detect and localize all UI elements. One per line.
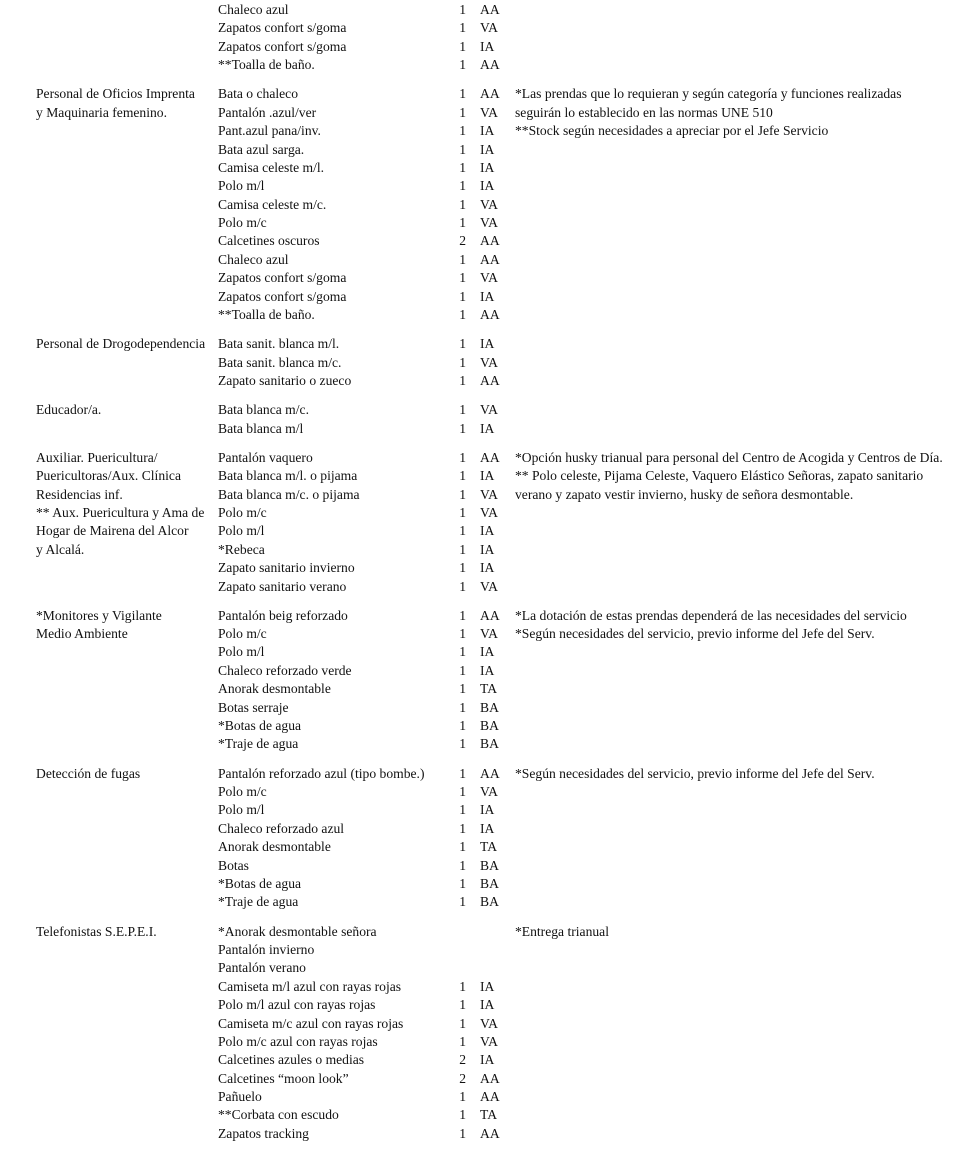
garment-item: Polo m/l (218, 523, 265, 539)
quantity-value: 1 (459, 57, 466, 73)
quantity-value: 1 (459, 1015, 466, 1031)
table-row (0, 251, 977, 269)
category-label: y Maquinaria femenino. (36, 104, 167, 120)
garment-item: Pantalón vaquero (218, 449, 313, 465)
table-row (0, 288, 977, 306)
quantity-value: 1 (459, 104, 466, 120)
quantity-value: 1 (459, 1033, 466, 1049)
table-row (0, 625, 977, 643)
garment-item: Botas (218, 857, 249, 873)
garment-item: Bata blanca m/l. o pijama (218, 468, 358, 484)
table-row (0, 959, 977, 977)
garment-item: Bata blanca m/c. o pijama (218, 486, 360, 502)
table-row (0, 522, 977, 540)
quantity-value: 1 (459, 402, 466, 418)
period-code: IA (480, 288, 495, 304)
quantity-value: 1 (459, 839, 466, 855)
table-row (0, 643, 977, 661)
garment-item: Calcetines “moon look” (218, 1070, 349, 1086)
category-label: Telefonistas S.E.P.E.I. (36, 923, 157, 939)
garment-item: Camisa celeste m/c. (218, 196, 327, 212)
garment-item: Polo m/l (218, 644, 265, 660)
quantity-value: 1 (459, 736, 466, 752)
table-row (0, 232, 977, 250)
quantity-value: 1 (459, 336, 466, 352)
category-label: *Monitores y Vigilante (36, 607, 162, 623)
quantity-value: 1 (459, 288, 466, 304)
quantity-value: 1 (459, 662, 466, 678)
period-code: VA (480, 486, 498, 502)
table-row (0, 467, 977, 485)
uniform-allocation-document (0, 1, 977, 1143)
garment-item: Polo m/l (218, 802, 265, 818)
garment-item: Pañuelo (218, 1089, 262, 1105)
table-row (0, 607, 977, 625)
garment-item: Bata sanit. blanca m/l. (218, 336, 340, 352)
period-code: IA (480, 560, 495, 576)
period-code: IA (480, 820, 495, 836)
quantity-value: 1 (459, 857, 466, 873)
quantity-value: 1 (459, 2, 466, 17)
period-code: IA (480, 541, 495, 557)
garment-item: Polo m/c (218, 626, 267, 642)
garment-item: Pantalón verano (218, 960, 306, 976)
quantity-value: 1 (459, 578, 466, 594)
period-code: IA (480, 644, 495, 660)
quantity-value: 1 (459, 644, 466, 660)
quantity-value: 1 (459, 894, 466, 910)
quantity-value: 1 (459, 38, 466, 54)
section-gap (0, 754, 977, 765)
period-code: AA (480, 57, 500, 73)
quantity-value: 1 (459, 251, 466, 267)
table-row (0, 717, 977, 735)
period-code: AA (480, 373, 500, 389)
table-row (0, 875, 977, 893)
period-code: IA (480, 336, 495, 352)
garment-item: Polo m/l azul con rayas rojas (218, 997, 376, 1013)
category-section (0, 1, 977, 75)
garment-item: Pantalón beig reforzado (218, 607, 348, 623)
period-code: VA (480, 402, 498, 418)
garment-item: Chaleco azul (218, 251, 289, 267)
garment-item: *Botas de agua (218, 875, 302, 891)
period-code: TA (480, 839, 498, 855)
garment-item: Polo m/c (218, 504, 267, 520)
garment-item: Anorak desmontable (218, 839, 331, 855)
period-code: VA (480, 1015, 498, 1031)
garment-item: *Traje de agua (218, 736, 299, 752)
quantity-value: 1 (459, 997, 466, 1013)
quantity-value: 1 (459, 784, 466, 800)
garment-item: Pantalón invierno (218, 941, 315, 957)
table-row (0, 941, 977, 959)
garment-item: Botas serraje (218, 699, 289, 715)
observation-note: *Las prendas que lo requieran y según categoría y funciones realizadas (515, 86, 902, 102)
observation-note: *Según necesidades del servicio, previo informe del Jefe del Serv. (515, 765, 875, 781)
category-section (0, 401, 977, 438)
quantity-value: 1 (459, 420, 466, 436)
garment-item: **Toalla de baño. (218, 57, 315, 73)
period-code: AA (480, 449, 500, 465)
category-section (0, 923, 977, 1144)
quantity-value: 1 (459, 1089, 466, 1105)
table-row (0, 19, 977, 37)
table-row (0, 1015, 977, 1033)
period-code: IA (480, 997, 495, 1013)
table-row (0, 923, 977, 941)
quantity-value: 1 (459, 1125, 466, 1141)
table-row (0, 559, 977, 577)
table-row (0, 196, 977, 214)
period-code: AA (480, 1089, 500, 1105)
quantity-value: 1 (459, 681, 466, 697)
garment-item: Pantalón .azul/ver (218, 104, 317, 120)
period-code: IA (480, 38, 495, 54)
quantity-value: 1 (459, 86, 466, 102)
table-row (0, 680, 977, 698)
table-row (0, 177, 977, 195)
period-code: AA (480, 2, 500, 17)
quantity-value: 1 (459, 875, 466, 891)
table-row (0, 372, 977, 390)
observation-note: ** Polo celeste, Pijama Celeste, Vaquero Elástico Señoras, zapato sanitario (515, 468, 924, 484)
garment-item: Zapato sanitario verano (218, 578, 347, 594)
quantity-value: 1 (459, 820, 466, 836)
table-row (0, 978, 977, 996)
garment-item: Polo m/c (218, 784, 267, 800)
category-label: Puericultoras/Aux. Clínica (36, 468, 181, 484)
period-code: VA (480, 1033, 498, 1049)
garment-item: Polo m/c azul con rayas rojas (218, 1033, 378, 1049)
period-code: BA (480, 718, 499, 734)
quantity-value: 1 (459, 486, 466, 502)
garment-item: Zapato sanitario invierno (218, 560, 355, 576)
period-code: IA (480, 1052, 495, 1068)
table-row (0, 893, 977, 911)
period-code: VA (480, 270, 498, 286)
period-code: IA (480, 178, 495, 194)
table-row (0, 85, 977, 103)
table-row (0, 38, 977, 56)
period-code: VA (480, 20, 498, 36)
period-code: IA (480, 420, 495, 436)
table-row (0, 820, 977, 838)
garment-item: Anorak desmontable (218, 681, 331, 697)
category-label: ** Aux. Puericultura y Ama de (36, 504, 205, 520)
table-row (0, 1070, 977, 1088)
garment-item: Bata o chaleco (218, 86, 299, 102)
category-label: Hogar de Mairena del Alcor (36, 523, 189, 539)
quantity-value: 1 (459, 354, 466, 370)
quantity-value: 1 (459, 765, 466, 781)
table-row (0, 335, 977, 353)
quantity-value: 1 (459, 449, 466, 465)
table-row (0, 1033, 977, 1051)
section-gap (0, 75, 977, 86)
table-row (0, 1125, 977, 1143)
period-code: IA (480, 802, 495, 818)
period-code: IA (480, 141, 495, 157)
quantity-value: 1 (459, 215, 466, 231)
period-code: VA (480, 504, 498, 520)
observation-note: seguirán lo establecido en las normas UNE 510 (515, 104, 773, 120)
category-label: y Alcalá. (36, 541, 85, 557)
period-code: AA (480, 233, 500, 249)
garment-item: Camiseta m/c azul con rayas rojas (218, 1015, 404, 1031)
garment-item: Chaleco azul (218, 2, 289, 17)
table-row (0, 214, 977, 232)
category-label: Personal de Drogodependencia (36, 336, 206, 352)
table-row (0, 765, 977, 783)
table-row (0, 735, 977, 753)
table-row (0, 1106, 977, 1124)
period-code: TA (480, 681, 498, 697)
garment-item: Bata sanit. blanca m/c. (218, 354, 342, 370)
table-row (0, 996, 977, 1014)
quantity-value: 1 (459, 178, 466, 194)
table-row (0, 420, 977, 438)
period-code: VA (480, 626, 498, 642)
garment-item: Calcetines azules o medias (218, 1052, 365, 1068)
quantity-value: 1 (459, 468, 466, 484)
quantity-value: 2 (459, 1070, 466, 1086)
garment-item: Camiseta m/l azul con rayas rojas (218, 978, 402, 994)
table-row (0, 1, 977, 19)
garment-item: Zapatos confort s/goma (218, 288, 347, 304)
category-section (0, 765, 977, 912)
table-row (0, 783, 977, 801)
table-row (0, 159, 977, 177)
category-section (0, 449, 977, 596)
period-code: TA (480, 1107, 498, 1123)
garment-item: *Botas de agua (218, 718, 302, 734)
table-row (0, 306, 977, 324)
garment-item: Zapatos tracking (218, 1125, 309, 1141)
garment-item: *Traje de agua (218, 894, 299, 910)
period-code: IA (480, 978, 495, 994)
period-code: IA (480, 523, 495, 539)
table-row (0, 56, 977, 74)
period-code: AA (480, 86, 500, 102)
quantity-value: 2 (459, 1052, 466, 1068)
table-row (0, 1088, 977, 1106)
quantity-value: 1 (459, 159, 466, 175)
period-code: IA (480, 123, 495, 139)
quantity-value: 1 (459, 978, 466, 994)
garment-item: *Anorak desmontable señora (218, 923, 377, 939)
quantity-value: 1 (459, 560, 466, 576)
table-row (0, 269, 977, 287)
quantity-value: 1 (459, 607, 466, 623)
table-row (0, 662, 977, 680)
category-label: Educador/a. (36, 402, 102, 418)
period-code: BA (480, 699, 499, 715)
period-code: VA (480, 784, 498, 800)
quantity-value: 1 (459, 523, 466, 539)
quantity-value: 1 (459, 373, 466, 389)
period-code: IA (480, 468, 495, 484)
garment-item: Zapato sanitario o zueco (218, 373, 352, 389)
garment-item: Calcetines oscuros (218, 233, 320, 249)
period-code: VA (480, 196, 498, 212)
garment-item: Zapatos confort s/goma (218, 38, 347, 54)
quantity-value: 2 (459, 233, 466, 249)
garment-item: Chaleco reforzado verde (218, 662, 352, 678)
quantity-value: 1 (459, 699, 466, 715)
quantity-value: 1 (459, 307, 466, 323)
table-row (0, 141, 977, 159)
period-code: VA (480, 354, 498, 370)
table-row (0, 449, 977, 467)
period-code: AA (480, 307, 500, 323)
period-code: BA (480, 894, 499, 910)
quantity-value: 1 (459, 270, 466, 286)
garment-item: Zapatos confort s/goma (218, 20, 347, 36)
period-code: AA (480, 251, 500, 267)
garment-item: Bata azul sarga. (218, 141, 305, 157)
garment-item: Pant.azul pana/inv. (218, 123, 321, 139)
period-code: VA (480, 215, 498, 231)
period-code: IA (480, 159, 495, 175)
observation-note: *Entrega trianual (515, 923, 609, 939)
table-row (0, 504, 977, 522)
table-row (0, 578, 977, 596)
period-code: AA (480, 1070, 500, 1086)
category-label: Residencias inf. (36, 486, 123, 502)
observation-note: **Stock según necesidades a apreciar por el Jefe Servicio (515, 123, 829, 139)
table-row (0, 401, 977, 419)
period-code: IA (480, 662, 495, 678)
observation-note: *Opción husky trianual para personal del Centro de Acogida y Centros de Día. (515, 449, 943, 465)
category-section (0, 607, 977, 754)
period-code: AA (480, 607, 500, 623)
table-row (0, 699, 977, 717)
quantity-value: 1 (459, 20, 466, 36)
table-row (0, 486, 977, 504)
garment-item: *Rebeca (218, 541, 265, 557)
garment-item: Pantalón reforzado azul (tipo bombe.) (218, 765, 425, 781)
quantity-value: 1 (459, 541, 466, 557)
table-row (0, 857, 977, 875)
period-code: BA (480, 857, 499, 873)
table-row (0, 838, 977, 856)
garment-item: **Toalla de baño. (218, 307, 315, 323)
section-gap (0, 390, 977, 401)
table-row (0, 122, 977, 140)
quantity-value: 1 (459, 123, 466, 139)
table-row (0, 801, 977, 819)
period-code: BA (480, 736, 499, 752)
quantity-value: 1 (459, 802, 466, 818)
garment-item: Bata blanca m/l (218, 420, 304, 436)
quantity-value: 1 (459, 504, 466, 520)
category-section (0, 85, 977, 324)
section-gap (0, 324, 977, 335)
category-label: Auxiliar. Puericultura/ (36, 449, 158, 465)
garment-item: Camisa celeste m/l. (218, 159, 325, 175)
category-section (0, 335, 977, 390)
quantity-value: 1 (459, 626, 466, 642)
section-gap (0, 438, 977, 449)
category-label: Detección de fugas (36, 765, 141, 781)
garment-item: Zapatos confort s/goma (218, 270, 347, 286)
quantity-value: 1 (459, 141, 466, 157)
period-code: BA (480, 875, 499, 891)
observation-note: verano y zapato vestir invierno, husky de señora desmontable. (515, 486, 854, 502)
category-label: Personal de Oficios Imprenta (36, 86, 195, 102)
period-code: VA (480, 104, 498, 120)
garment-item: Polo m/c (218, 215, 267, 231)
garment-item: Bata blanca m/c. (218, 402, 309, 418)
period-code: VA (480, 578, 498, 594)
section-gap (0, 912, 977, 923)
table-row (0, 541, 977, 559)
table-row (0, 104, 977, 122)
garment-item: **Corbata con escudo (218, 1107, 339, 1123)
quantity-value: 1 (459, 1107, 466, 1123)
garment-item: Polo m/l (218, 178, 265, 194)
quantity-value: 1 (459, 196, 466, 212)
table-row (0, 354, 977, 372)
period-code: AA (480, 765, 500, 781)
category-label: Medio Ambiente (36, 626, 128, 642)
section-gap (0, 596, 977, 607)
quantity-value: 1 (459, 718, 466, 734)
observation-note: *Según necesidades del servicio, previo informe del Jefe del Serv. (515, 626, 875, 642)
garment-item: Chaleco reforzado azul (218, 820, 345, 836)
table-row (0, 1051, 977, 1069)
period-code: AA (480, 1125, 500, 1141)
observation-note: *La dotación de estas prendas dependerá de las necesidades del servicio (515, 607, 907, 623)
